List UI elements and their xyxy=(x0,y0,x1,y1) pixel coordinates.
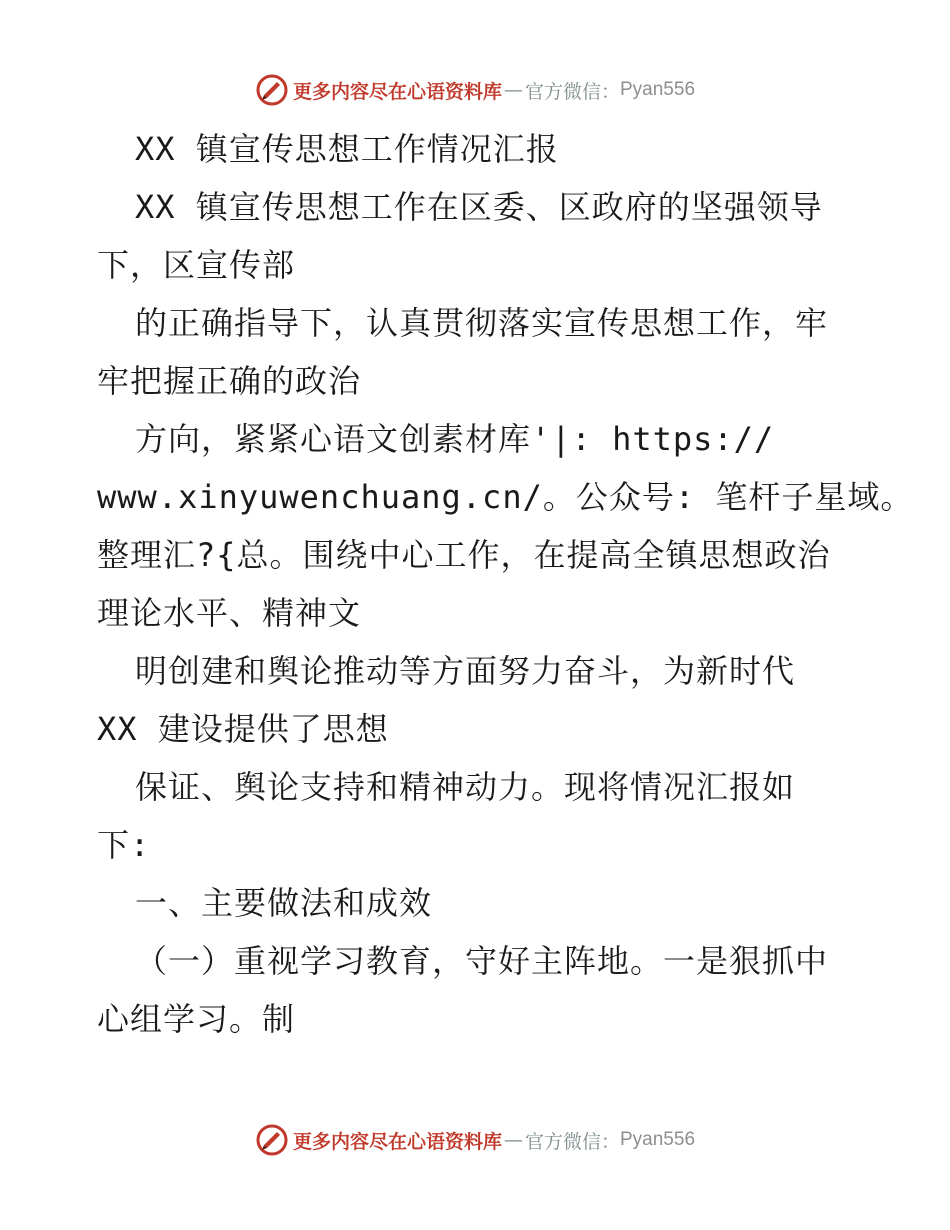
header-banner xyxy=(0,70,950,110)
footer-banner xyxy=(0,1120,950,1160)
paragraph-line: 的正确指导下，认真贯彻落实宣传思想工作，牢 xyxy=(135,304,829,342)
section-heading: 一、主要做法和成效 xyxy=(135,884,433,922)
paragraph-line: www.xinyuwenchuang.cn/。公众号: 笔杆子星域。 xyxy=(97,478,914,516)
paragraph-line: （一）重视学习教育，守好主阵地。一是狠抓中 xyxy=(135,942,829,980)
banner-slogan: 更多内容尽在心语资料库 xyxy=(292,80,502,103)
paragraph-line: XX 建设提供了思想 xyxy=(97,710,389,748)
paragraph-line: 方向，紧紧心语文创素材库'|: https:// xyxy=(135,420,775,458)
banner-wechat-label: 官方微信： xyxy=(524,1130,620,1153)
paragraph-line: 保证、舆论支持和精神动力。现将情况汇报如 xyxy=(135,768,796,806)
paragraph-line: 牢把握正确的政治 xyxy=(97,362,362,400)
pen-logo-icon xyxy=(255,73,289,107)
banner-slogan: 更多内容尽在心语资料库 xyxy=(292,1130,502,1153)
banner-dash: — xyxy=(503,79,523,101)
paragraph-line: 下: xyxy=(97,826,151,864)
paragraph-line: 整理汇?{总。围绕中心工作，在提高全镇思想政治 xyxy=(97,536,831,574)
document-body xyxy=(97,120,914,1048)
banner-wechat-handle: Pyan556 xyxy=(620,79,696,100)
banner-wechat-handle: Pyan556 xyxy=(620,1129,696,1150)
paragraph-line: 下，区宣传部 xyxy=(97,246,296,284)
paragraph-line: 理论水平、精神文 xyxy=(97,594,362,632)
paragraph-line: 心组学习。制 xyxy=(97,1000,296,1038)
banner-dash: — xyxy=(503,1129,523,1151)
paragraph-line: 明创建和舆论推动等方面努力奋斗，为新时代 xyxy=(135,652,796,690)
paragraph-line: XX 镇宣传思想工作在区委、区政府的坚强领导 xyxy=(135,188,823,226)
pen-logo-icon xyxy=(255,1123,289,1157)
document-title: XX 镇宣传思想工作情况汇报 xyxy=(135,130,559,168)
banner-wechat-label: 官方微信： xyxy=(524,80,620,103)
